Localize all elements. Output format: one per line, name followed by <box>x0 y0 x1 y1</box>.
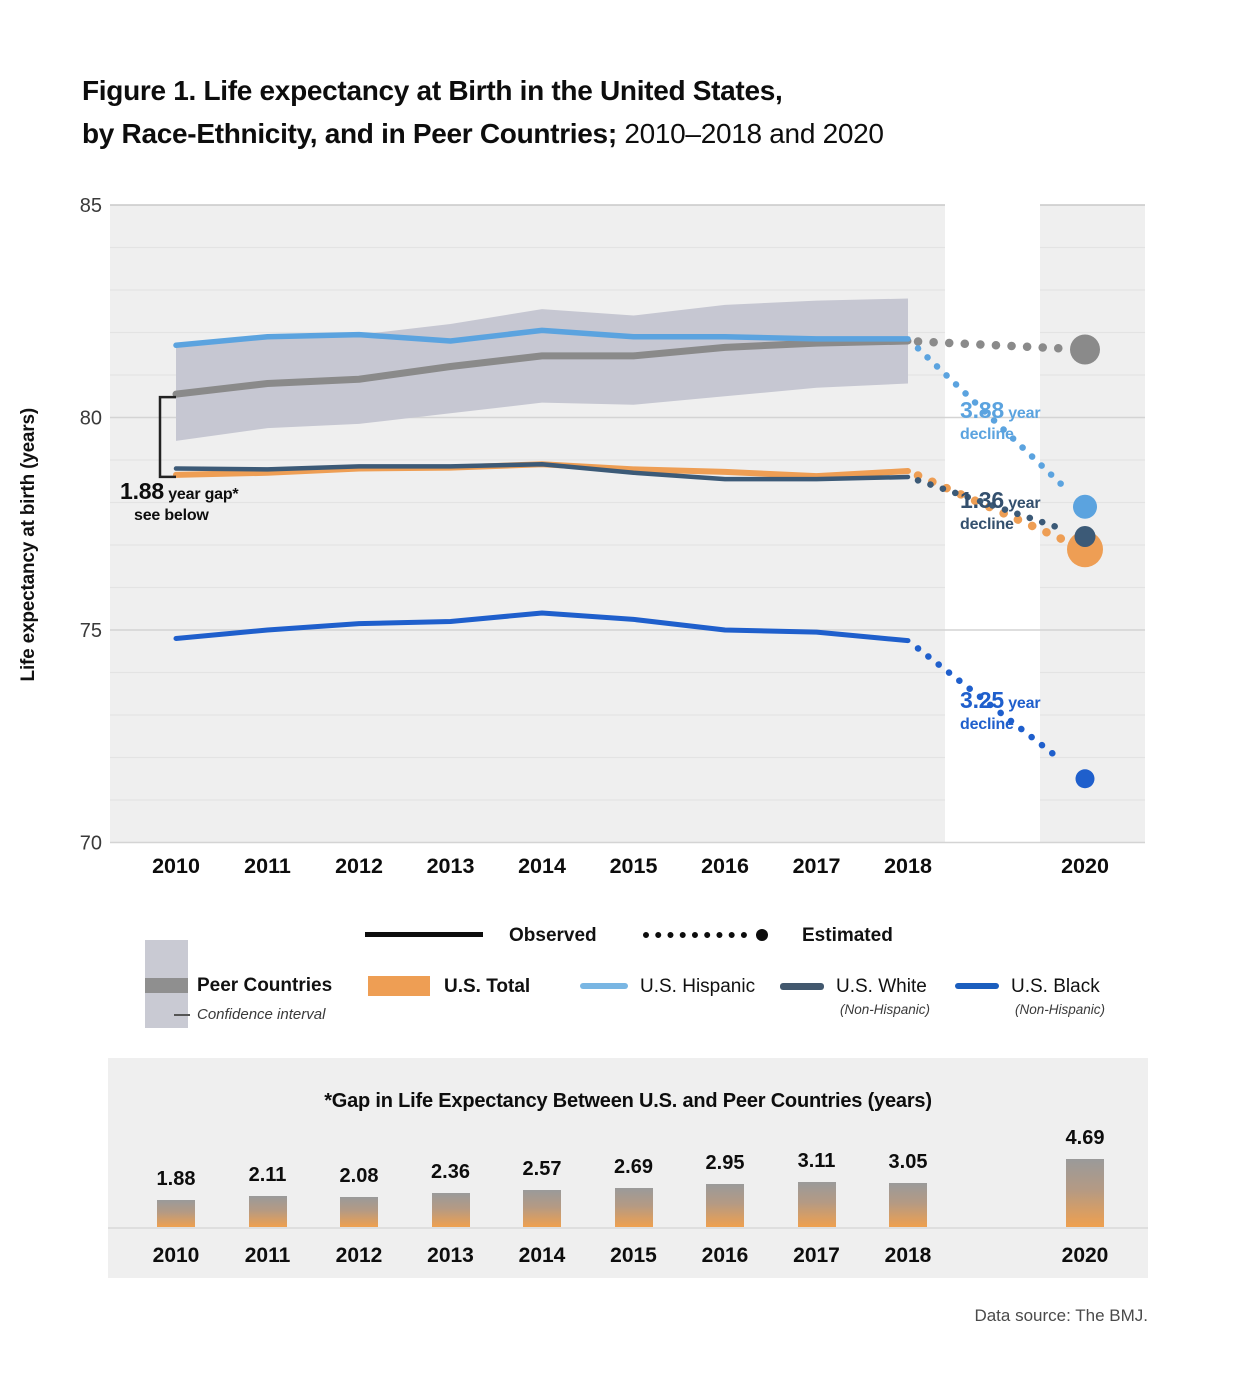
gap-year-label-2012: 2012 <box>335 1244 383 1267</box>
legend-estimated-label: Estimated <box>802 925 893 946</box>
gap-chart-title: *Gap in Life Expectancy Between U.S. and Peer Countries (years) <box>324 1090 932 1112</box>
x-tick-label-2018: 2018 <box>884 854 932 878</box>
legend-hispanic-label: U.S. Hispanic <box>640 976 756 997</box>
estimated-2020-dot-peer-countries <box>1070 335 1100 365</box>
gap-value-label-2020: 4.69 <box>1065 1127 1105 1149</box>
gap-bar-chart-panel <box>108 1058 1148 1278</box>
gap-bar-2011 <box>249 1196 287 1227</box>
legend-total-label: U.S. Total <box>444 976 531 997</box>
gap-value-label-2010: 1.88 <box>156 1168 196 1190</box>
x-tick-label-2012: 2012 <box>335 854 383 878</box>
gap-value-label-2012: 2.08 <box>339 1165 379 1187</box>
gap-year-label-2018: 2018 <box>884 1244 932 1267</box>
gap-bar-2015 <box>615 1188 653 1227</box>
gap-value-label-2011: 2.11 <box>248 1164 287 1186</box>
estimated-end-dot <box>756 929 768 941</box>
x-tick-label-2020: 2020 <box>1061 854 1109 878</box>
gap-year-label-2015: 2015 <box>610 1244 657 1267</box>
gap-year-label-2014: 2014 <box>518 1244 566 1267</box>
hispanic-line-swatch <box>580 983 628 989</box>
gap-2010-annotation: 1.88 year gap* see below <box>120 478 239 524</box>
total-swatch <box>368 976 430 996</box>
y-tick-label-85: 85 <box>79 195 102 217</box>
y-axis-title: Life expectancy at birth (years) <box>18 408 39 682</box>
gap-year-label-2020: 2020 <box>1061 1244 1109 1267</box>
gap-value-label-2018: 3.05 <box>888 1151 928 1173</box>
gap-year-label-2011: 2011 <box>244 1244 291 1267</box>
x-tick-label-2010: 2010 <box>152 854 200 878</box>
gap-year-label-2010: 2010 <box>152 1244 200 1267</box>
life-expectancy-line-chart <box>55 195 1160 890</box>
legend-white-sublabel: (Non-Hispanic) <box>840 1002 931 1017</box>
gap-chart-baseline <box>108 1227 1148 1229</box>
x-tick-label-2014: 2014 <box>518 854 566 878</box>
x-tick-label-2011: 2011 <box>244 854 291 878</box>
estimated-2020-dot-u-s-white-non-hispanic- <box>1075 526 1096 547</box>
gap-2010-annotation-line2: see below <box>134 506 209 524</box>
gap-bar-2010 <box>157 1200 195 1227</box>
gap-value-label-2015: 2.69 <box>614 1156 653 1178</box>
x-tick-label-2015: 2015 <box>609 854 658 878</box>
gap-bar-2016 <box>706 1184 744 1227</box>
estimated-line-swatch <box>643 929 768 941</box>
x-tick-label-2016: 2016 <box>701 854 749 878</box>
gap-bar-2012 <box>340 1197 378 1227</box>
gap-value-label-2016: 2.95 <box>705 1152 745 1174</box>
legend-white-label: U.S. White <box>836 976 927 997</box>
gap-value-label-2017: 3.11 <box>797 1150 836 1172</box>
legend-black-sublabel: (Non-Hispanic) <box>1015 1002 1106 1017</box>
gap-bar-2018 <box>889 1183 927 1227</box>
black-line-swatch <box>955 983 999 989</box>
estimated-2020-dot-u-s-black-non-hispanic- <box>1076 769 1095 788</box>
gap-year-label-2013: 2013 <box>427 1244 474 1267</box>
gap-year-label-2016: 2016 <box>701 1244 749 1267</box>
legend-confidence-interval-label: Confidence interval <box>174 1006 325 1023</box>
y-tick-label-80: 80 <box>79 407 102 430</box>
x-tick-label-2013: 2013 <box>426 854 475 878</box>
white-line-swatch <box>780 983 824 990</box>
x-tick-label-2017: 2017 <box>792 854 841 878</box>
estimated-2020-dot-u-s-hispanic <box>1073 495 1097 519</box>
gap-value-label-2013: 2.36 <box>431 1161 470 1183</box>
gap-bar-2014 <box>523 1190 561 1227</box>
legend-black-label: U.S. Black <box>1011 976 1100 997</box>
legend-observed-label: Observed <box>509 925 597 946</box>
observed-line-swatch <box>365 932 483 937</box>
black-decline-annotation: 3.25 year decline <box>960 687 1041 733</box>
legend-peer-label: Peer Countries <box>197 975 333 996</box>
confidence-interval-dash-icon <box>174 1014 190 1016</box>
data-source-note: Data source: The BMJ. <box>974 1306 1148 1325</box>
white-decline-annotation: 1.36 year decline <box>960 487 1041 533</box>
gap-bar-2020 <box>1066 1159 1104 1227</box>
y-tick-label-70: 70 <box>79 832 102 855</box>
figure-title <box>82 70 884 155</box>
figure-title-line2: by Race-Ethnicity, and in Peer Countries; 2010–2018 and 2020 <box>82 117 884 149</box>
gap-bar-2017 <box>798 1182 836 1227</box>
gap-bar-2013 <box>432 1193 470 1227</box>
hispanic-decline-annotation: 3.88 year decline <box>960 397 1041 443</box>
y-tick-label-75: 75 <box>79 620 102 642</box>
figure-title-line1: Figure 1. Life expectancy at Birth in the United States, <box>82 75 783 106</box>
gap-year-label-2017: 2017 <box>793 1244 840 1267</box>
gap-value-label-2014: 2.57 <box>522 1158 562 1180</box>
